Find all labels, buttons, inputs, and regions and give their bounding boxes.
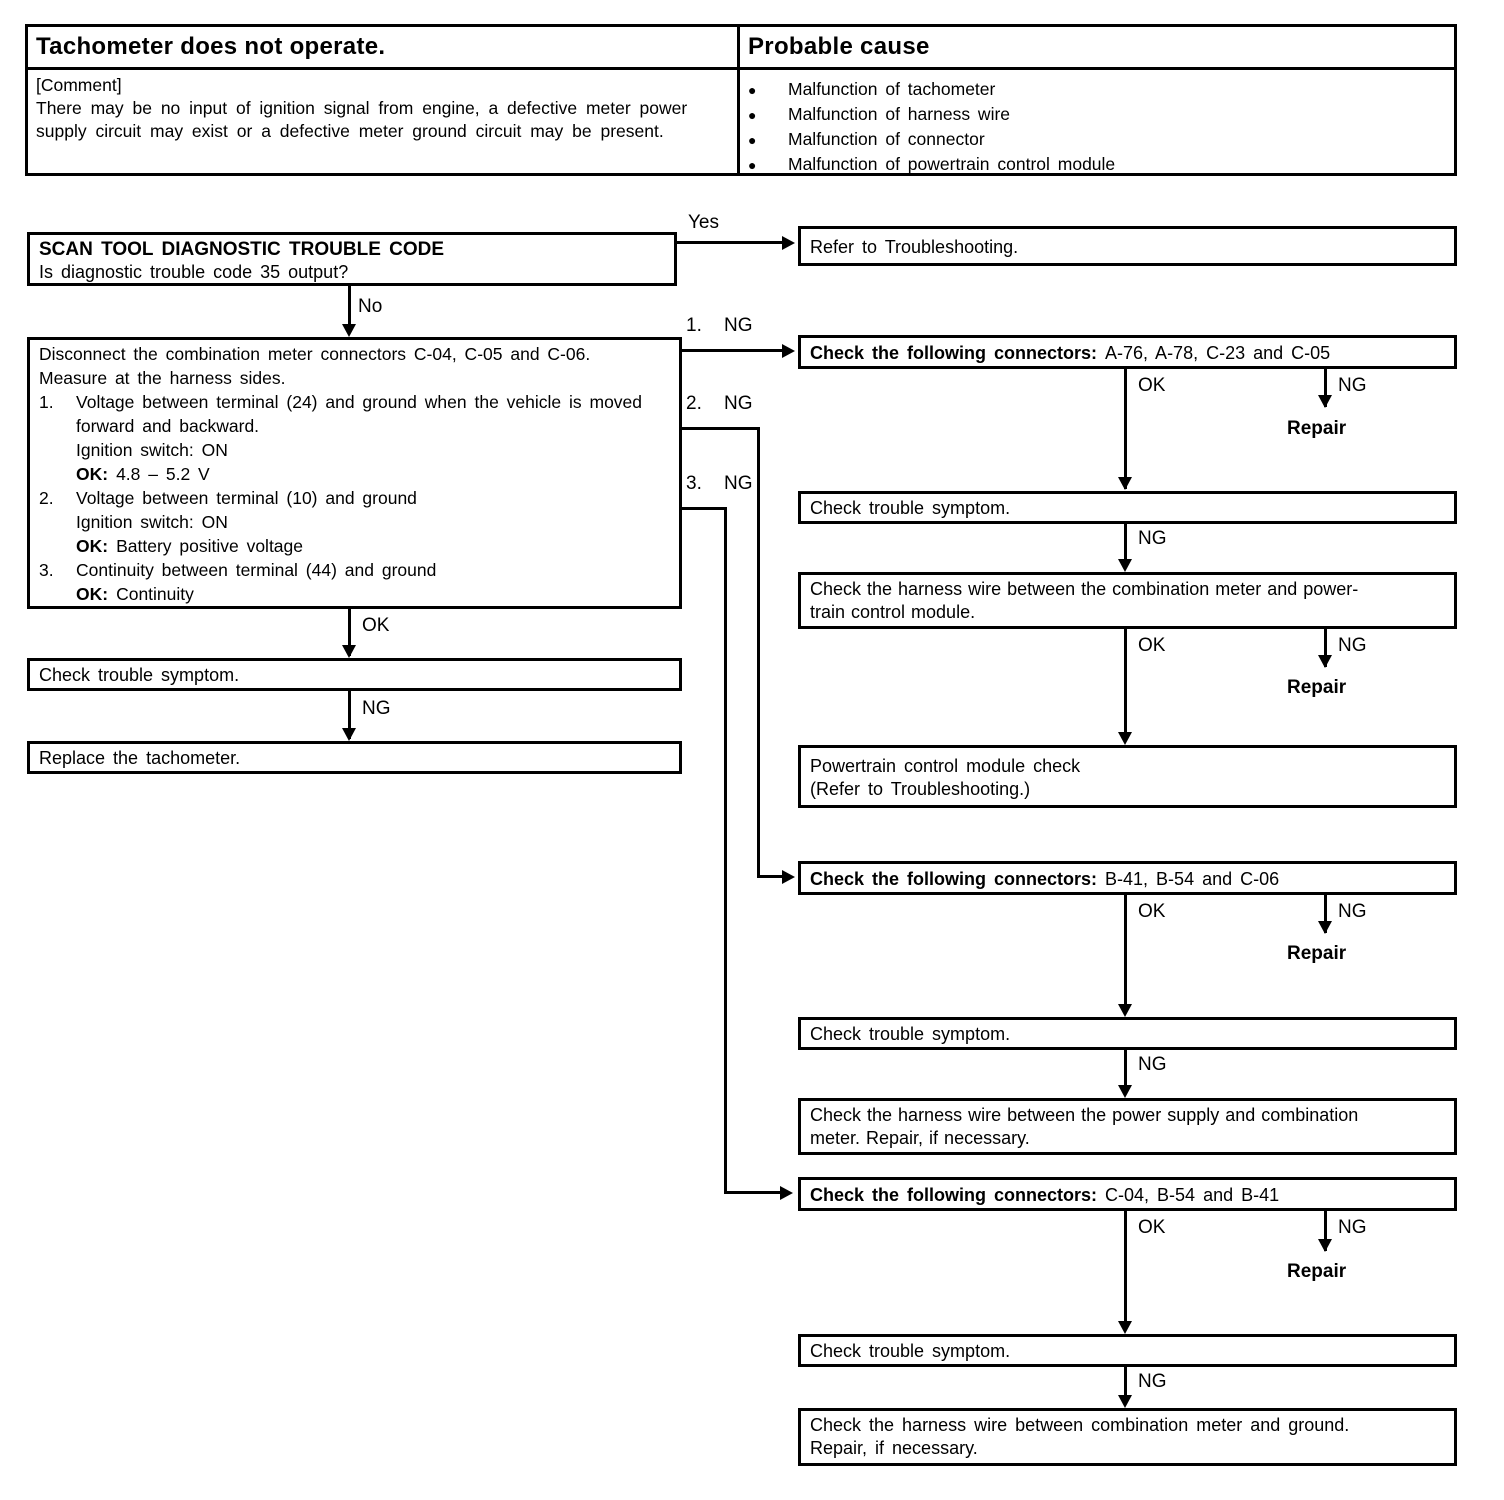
line-ng-r2: [1124, 524, 1127, 561]
check-trouble-symptom-box-r1: [798, 491, 1457, 524]
ng-text: NG: [724, 315, 753, 336]
cause-text: Malfunction of harness wire: [788, 104, 1011, 124]
label-ok-left: OK: [362, 615, 390, 636]
box-text: Check trouble symptom.: [39, 665, 240, 685]
line-ng1: [682, 349, 784, 352]
line-ng3-v: [724, 507, 727, 1194]
label-ng-3: [686, 473, 753, 495]
connectors-box-1: [798, 335, 1457, 369]
bullet-icon: ●: [748, 107, 757, 123]
label-ng-r2: NG: [1138, 528, 1167, 549]
label-ng-1: [686, 315, 753, 337]
connectors-box-3: [798, 1177, 1457, 1211]
refer-troubleshooting-box: [798, 226, 1457, 266]
arrow-ng2-icon: [782, 870, 795, 884]
box-text: Check trouble symptom.: [810, 498, 1011, 518]
connectors-prefix: Check the following connectors:: [810, 343, 1098, 363]
label-ng-r5: NG: [1138, 1054, 1167, 1075]
box-text-line2: (Refer to Troubleshooting.): [810, 779, 1031, 799]
ok-label: OK:: [76, 536, 109, 556]
connector-codes: A-76, A-78, C-23 and C-05: [1105, 343, 1331, 363]
arrow-ng-r5-icon: [1118, 1085, 1132, 1098]
line-ok-r1: [1124, 369, 1127, 489]
line-ng2-h1: [682, 427, 760, 430]
arrow-yes-icon: [782, 236, 795, 250]
ok-value: Battery positive voltage: [116, 536, 304, 556]
arrow-ng-r4-icon: [1318, 921, 1332, 934]
label-ng-r1: NG: [1338, 375, 1367, 396]
box-text-line1: Check the harness wire between the power supply and combination: [810, 1105, 1359, 1125]
ng-text: NG: [724, 473, 753, 494]
connectors-prefix: Check the following connectors:: [810, 869, 1098, 889]
comment-block: [36, 74, 730, 143]
scan-tool-question: Is diagnostic trouble code 35 output?: [39, 262, 349, 282]
connector-codes: B-41, B-54 and C-06: [1105, 869, 1280, 889]
box-text: Refer to Troubleshooting.: [810, 237, 1019, 257]
repair-label-2: Repair: [1287, 677, 1347, 698]
item-ok-line: [76, 534, 670, 558]
box-text-line1: Check the harness wire between combination meter and ground.: [810, 1415, 1350, 1435]
cause-item: [748, 102, 1448, 127]
arrow-ng1-icon: [782, 344, 795, 358]
arrow-ok-r3-icon: [1118, 1004, 1132, 1017]
arrow-ok-r4-icon: [1118, 1321, 1132, 1334]
ok-label: OK:: [76, 464, 109, 484]
line-yes: [677, 241, 783, 244]
harness-pcm-box: [798, 572, 1457, 629]
check-trouble-symptom-box-left: [27, 658, 682, 691]
line-ng3-h2: [724, 1191, 782, 1194]
ok-value: 4.8 – 5.2 V: [116, 464, 210, 484]
replace-tachometer-box: [27, 741, 682, 774]
line-ng3-h1: [682, 507, 727, 510]
item-text: Continuity between terminal (44) and ground: [76, 560, 437, 580]
arrow-ng-r6-icon: [1318, 1239, 1332, 1252]
cause-item: [748, 152, 1448, 177]
arrow-ng-left-icon: [342, 728, 356, 741]
measure-item-3: [39, 558, 670, 606]
harness-ground-box: [798, 1408, 1457, 1466]
cause-item: [748, 77, 1448, 102]
label-ng-r7: NG: [1138, 1371, 1167, 1392]
bullet-icon: ●: [748, 157, 757, 173]
label-ng-r3: NG: [1338, 635, 1367, 656]
scan-tool-title: SCAN TOOL DIAGNOSTIC TROUBLE CODE: [39, 239, 445, 260]
repair-label-4: Repair: [1287, 1261, 1347, 1282]
ok-label: OK:: [76, 584, 109, 604]
header-table: [25, 24, 1457, 176]
line-ok-r2: [1124, 629, 1127, 734]
label-no: No: [358, 296, 383, 317]
ng-number: 2.: [686, 393, 702, 414]
line-ng-r7: [1124, 1367, 1127, 1397]
line-ng-r5: [1124, 1050, 1127, 1087]
box-text: Replace the tachometer.: [39, 748, 241, 768]
repair-label-3: Repair: [1287, 943, 1347, 964]
item-condition: Ignition switch: ON: [76, 512, 228, 532]
line-ng2-v: [757, 427, 760, 878]
item-number: 1.: [39, 392, 54, 412]
header-column-divider: [737, 27, 740, 173]
probable-cause-title: Probable cause: [748, 33, 930, 60]
line-ok-r3: [1124, 895, 1127, 1006]
pcm-check-box: [798, 745, 1457, 808]
box-text-line2: train control module.: [810, 602, 976, 622]
arrow-ng-r7-icon: [1118, 1395, 1132, 1408]
ng-number: 3.: [686, 473, 702, 494]
arrow-ng3-icon: [780, 1186, 793, 1200]
connectors-prefix: Check the following connectors:: [810, 1185, 1098, 1205]
label-ng-left: NG: [362, 698, 391, 719]
label-ok-r3: OK: [1138, 901, 1166, 922]
bullet-icon: ●: [748, 132, 757, 148]
cause-text: Malfunction of tachometer: [788, 79, 996, 99]
measure-item-2: [39, 486, 670, 558]
item-text: Voltage between terminal (24) and ground when the vehicle is moved forward and backward.: [76, 392, 643, 436]
ok-value: Continuity: [116, 584, 194, 604]
label-yes: Yes: [688, 212, 719, 233]
page-title: Tachometer does not operate.: [36, 33, 386, 60]
arrow-ok-r1-icon: [1118, 477, 1132, 490]
ng-number: 1.: [686, 315, 702, 336]
label-ng-2: [686, 393, 753, 415]
arrow-no-icon: [342, 324, 356, 337]
line-ok-r4: [1124, 1211, 1127, 1323]
arrow-ok-left-icon: [342, 645, 356, 658]
harness-supply-box: [798, 1098, 1457, 1155]
bullet-icon: ●: [748, 82, 757, 98]
comment-label: [Comment]: [36, 75, 122, 95]
item-condition: Ignition switch: ON: [76, 440, 228, 460]
label-ok-r4: OK: [1138, 1217, 1166, 1238]
item-number: 2.: [39, 488, 54, 508]
header-row-divider: [28, 67, 1454, 70]
connectors-box-2: [798, 861, 1457, 895]
item-number: 3.: [39, 560, 54, 580]
arrow-ng-r1-icon: [1318, 395, 1332, 408]
line-no: [348, 286, 351, 326]
cause-text: Malfunction of connector: [788, 129, 985, 149]
label-ng-r4: NG: [1338, 901, 1367, 922]
label-ng-r6: NG: [1338, 1217, 1367, 1238]
cause-item: [748, 127, 1448, 152]
item-ok-line: [76, 462, 670, 486]
connector-codes: C-04, B-54 and B-41: [1105, 1185, 1280, 1205]
item-ok-line: [76, 582, 670, 606]
box-text-line2: meter. Repair, if necessary.: [810, 1128, 1030, 1148]
ng-text: NG: [724, 393, 753, 414]
arrow-ok-r2-icon: [1118, 732, 1132, 745]
check-trouble-symptom-box-r3: [798, 1334, 1457, 1367]
comment-text: There may be no input of ignition signal from engine, a defective meter power supply circuit may exist or a defective meter ground circuit may be present.: [36, 98, 688, 141]
check-trouble-symptom-box-r2: [798, 1017, 1457, 1050]
measure-intro-line1: Disconnect the combination meter connectors C-04, C-05 and C-06.: [39, 344, 591, 364]
arrow-ng-r2-icon: [1118, 559, 1132, 572]
box-text-line1: Powertrain control module check: [810, 756, 1081, 776]
box-text: Check trouble symptom.: [810, 1341, 1011, 1361]
arrow-ng-r3-icon: [1318, 655, 1332, 668]
line-ng2-h2: [757, 875, 784, 878]
item-text: Voltage between terminal (10) and ground: [76, 488, 417, 508]
label-ok-r1: OK: [1138, 375, 1166, 396]
measure-intro-line2: Measure at the harness sides.: [39, 368, 286, 388]
cause-text: Malfunction of powertrain control module: [788, 154, 1116, 174]
scan-tool-box: [27, 232, 677, 286]
box-text-line2: Repair, if necessary.: [810, 1438, 978, 1458]
box-text-line1: Check the harness wire between the combination meter and power-: [810, 579, 1359, 599]
label-ok-r2: OK: [1138, 635, 1166, 656]
measure-box: [27, 337, 682, 609]
cause-list: [748, 77, 1448, 177]
measure-item-1: [39, 390, 670, 486]
repair-label-1: Repair: [1287, 418, 1347, 439]
box-text: Check trouble symptom.: [810, 1024, 1011, 1044]
